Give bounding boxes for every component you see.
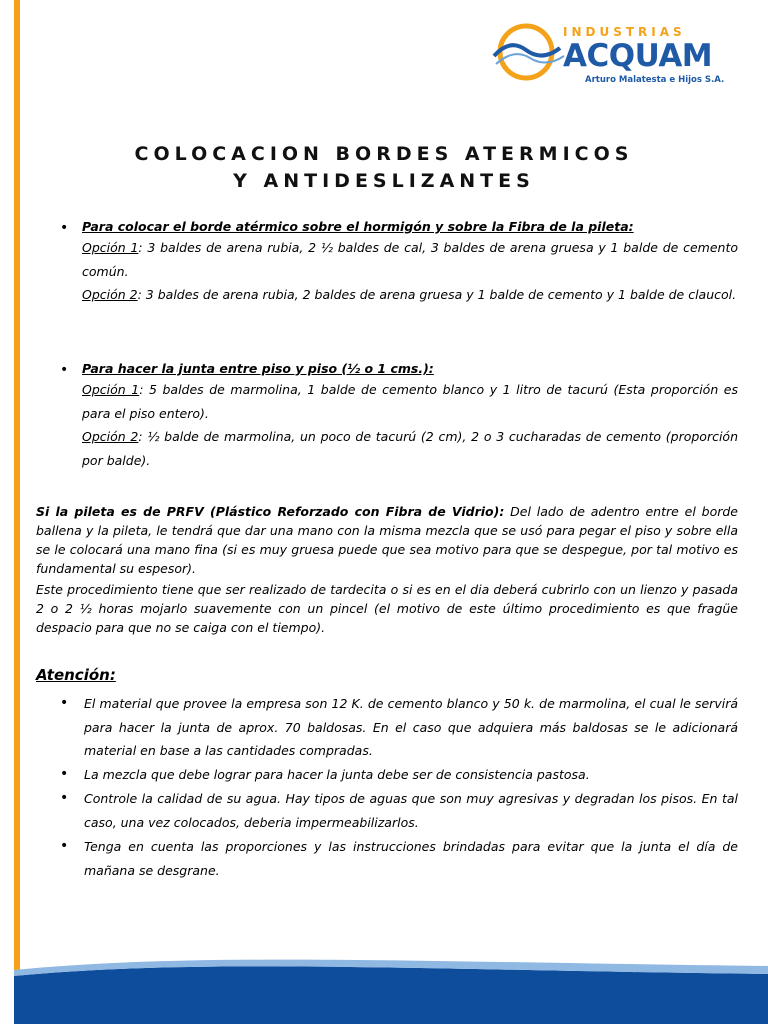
logo-top-text: INDUSTRIAS [563,25,686,39]
logo-main-text: ACQUAM [563,38,713,74]
atencion-item: La mezcla que debe lograr para hacer la junta debe ser de consistencia pastosa. [84,767,590,782]
atencion-item: Controle la calidad de su agua. Hay tipos de aguas que son muy agresivas y degradan los pisos. En tal caso, una vez colocados, deberia impermeabilizarlos. [84,791,738,830]
bullet-icon [60,842,68,850]
footer-wave [0,940,768,1024]
option2-label: Opción 2 [82,287,138,302]
section1-heading: Para colocar el borde atérmico sobre el hormigón y sobre la Fibra de la pileta: [82,219,634,234]
company-logo [490,18,738,90]
section2-heading: Para hacer la junta entre piso y piso (½ o 1 cms.): [82,361,434,376]
option1-text: : 5 baldes de marmolina, 1 balde de cemento blanco y 1 litro de tacurú (Esta proporción es para el piso entero). [82,382,738,421]
atencion-heading: Atención: [36,666,116,684]
section2-option1 [82,378,738,425]
section1-option1 [82,236,738,283]
prfv-text: Del lado de adentro entre el borde ballena y la pileta, le tendrá que dar una mano con la misma mezcla que se usó para pegar el piso y sobre ella se le colocará una mano fina (si es muy gruesa puede que sea motivo para que se despegue, por tal motivo es fundamental su espesor). [36,504,738,576]
bullet-icon [60,770,68,778]
logo-sub-text: Arturo Malatesta e Hijos S.A. [585,75,725,85]
option1-text: : 3 baldes de arena rubia, 2 ½ baldes de cal, 3 baldes de arena gruesa y 1 balde de cemento común. [82,240,738,279]
bullet-icon [60,224,68,232]
atencion-item: Tenga en cuenta las proporciones y las instrucciones brindadas para evitar que la junta el día de mañana se desgrane. [84,839,738,878]
section1-option2 [82,283,738,307]
option1-label: Opción 1 [82,240,139,255]
bullet-icon [60,794,68,802]
option2-text: : ½ balde de marmolina, un poco de tacurú (2 cm), 2 o 3 cucharadas de cemento (proporción por balde). [82,429,738,468]
atencion-item: El material que provee la empresa son 12 K. de cemento blanco y 50 k. de marmolina, el cual le servirá para hacer la junta de aprox. 70 baldosas. En el caso que adquiera más baldosas se le adicionará material en base a las cantidades compradas. [84,696,738,758]
procedure-paragraph: Este procedimiento tiene que ser realizado de tardecita o si es en el dia deberá cubrirlo con un lienzo y pasada 2 o 2 ½ horas mojarlo suavemente con un pincel (el motivo de este último procedimiento es que fragüe despacio para que no se caiga con el tiempo). [36,582,738,635]
option2-label: Opción 2 [82,429,139,444]
bullet-icon [60,699,68,707]
prfv-paragraph [36,502,738,578]
page-title-line1: COLOCACION BORDES ATERMICOS [134,143,634,165]
prfv-bold: Si la pileta es de PRFV (Plástico Reforzado con Fibra de Vidrio): [36,504,505,519]
bullet-icon [60,366,68,374]
option1-label: Opción 1 [82,382,140,397]
section2-option2 [82,425,738,472]
logo-wave-icon [490,18,570,90]
page-title-line2: Y ANTIDESLIZANTES [233,170,535,192]
option2-text: : 3 baldes de arena rubia, 2 baldes de arena gruesa y 1 balde de cemento y 1 balde de claucol. [137,287,737,302]
